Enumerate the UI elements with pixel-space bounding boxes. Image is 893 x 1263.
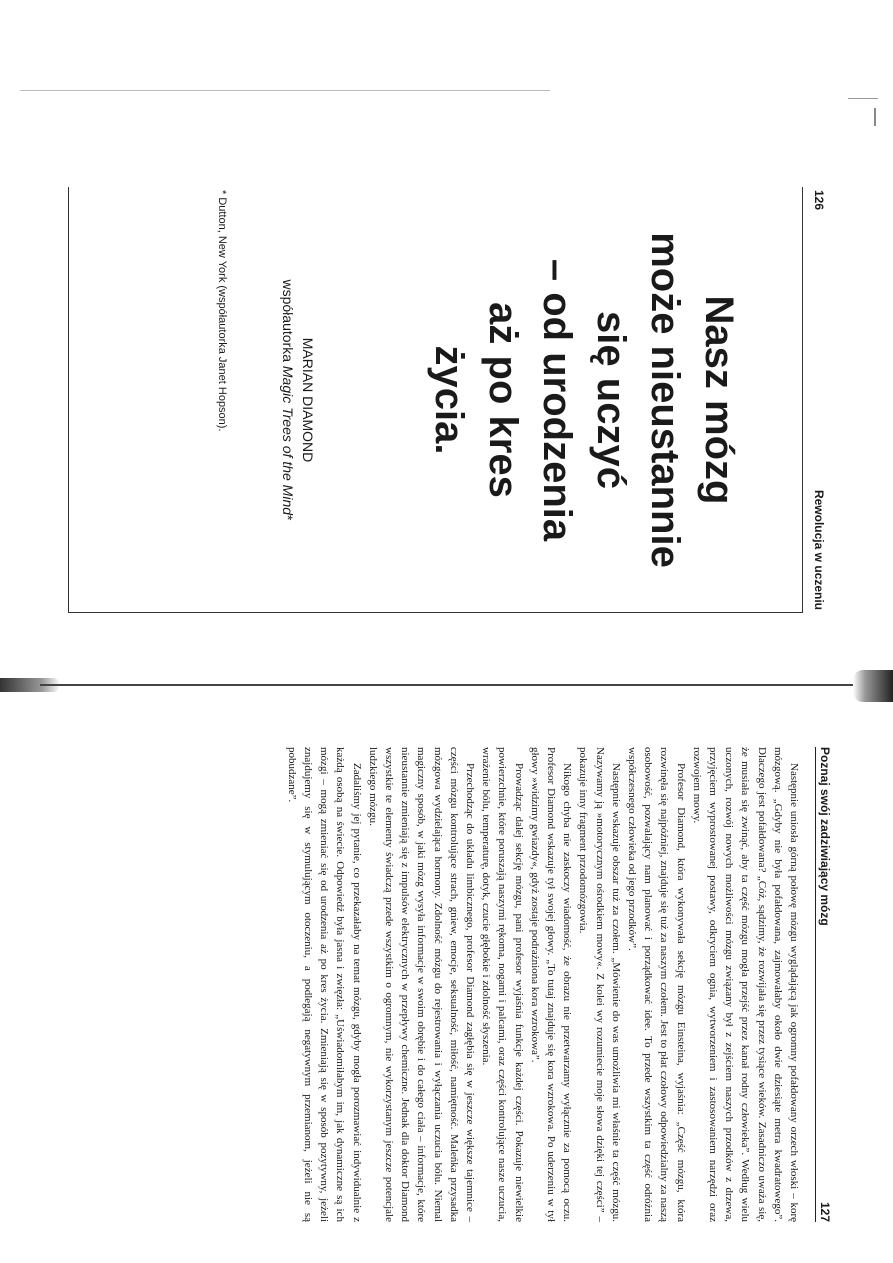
scan-artifact-line bbox=[20, 90, 550, 91]
paragraph: Profesor Diamond, która wykonywała sekcję mózgu Einsteina, wyjaśnia: „Część mózgu, która rozwinęła się najpóźniej, znajduje się tuż za naszym czołem. Jest to płat czołowy odpowiedzialny za naszą osobowość, pozwalający nam planować i porządkować idee. To przede wszystkim ta część odróżnia współczesnego człowieka od jego przodków”. bbox=[625, 747, 687, 1222]
book-title: Magic Trees of the Mind bbox=[280, 365, 296, 516]
scan-artifact-mark bbox=[848, 98, 878, 99]
quote-line: aż po kres bbox=[481, 302, 525, 498]
binding-shadow-right bbox=[853, 670, 893, 702]
fold-line bbox=[40, 684, 853, 686]
author-name: MARIAN DIAMOND bbox=[300, 337, 316, 463]
paragraph: Zadaliśmy jej pytanie, co przekazałaby na temat mózgu, gdyby mogła porozmawiać indywidualnie z każdą osobą na świecie. Odpowiedź była jasna i zwięzła: „Uświadomiłabym im, jak dynamiczne są ich mózgi – mogą zmieniać się od urodzenia aż po kres życia. Zmieniają się w sposób pozytywny, jeżeli znajdujemy się w stymulującym otoczeniu, a podlegają negatywnym przemianom, jeżeli nie są pobudzane”. bbox=[285, 747, 363, 1222]
running-head: Rewolucja w uczeniu bbox=[812, 489, 826, 610]
paragraph: Przechodząc do układu limbicznego, profesor Diamond zagłębia się w jeszcze większe tajemnice – części mózgu kontrolujące strach, gniew, emocje, seksualność, miłość, namiętność. Maleńka przysadka mózgowa wydzielająca hormony. Zdolność mózgu do rejestrowania i wyłączania uczucia bólu. Niemal magiczny sposób, w jaki mózg wysyła informacje w swoim obrębie i do całego ciała – informacje, które nieustannie zmieniają się z impulsów elektrycznych w przepływy chemiczne. Jednak dla doktor Diamond wszystkie te elementy świadczą przede wszystkim o ogromnym, nie wykorzystanym jeszcze potencjale ludzkiego mózgu. bbox=[366, 747, 476, 1222]
paragraph: Nikogo chyba nie zaskoczy wiadomość, że obrazu nie przetwarzamy wyłącznie za pomocą oczu. Profesor Diamond wskazuje tył swojej głowy. „To tutaj znajduje się kora wzrokowa. Po uderzeniu w tył głowy »widzimy gwiazdy«, gdyż zostaje podrażniona kora wzrokowa”. bbox=[528, 747, 574, 1222]
page-126-header bbox=[812, 190, 826, 610]
quote-frame bbox=[68, 187, 803, 613]
body-text bbox=[284, 747, 803, 1222]
page-127 bbox=[62, 747, 832, 1222]
paragraph: Następnie uniosła górną połowę mózgu wyglądającą jak ogromny pofałdowany orzech włoski – korę mózgową. „Gdyby nie była pofałdowana, zajmowałaby około dwie dziesiąte metra kwadratowego”. Dlaczego jest pofałdowana? „Cóż, sądzimy, że rozwijała się przez tysiące wieków. Zasadniczo uważa się, że musiała się zwinąć, aby ta część mózgu mogła przejść przez kanał rodny człowieka”. Według wielu uczonych, rozwój nowych możliwości mózgu związany był z zejściem naszych przodków z drzewa, przyjęciem wyprostowanej postawy, odkryciem ognia, wytworzeniem i zastosowaniem narzędzi oraz rozwojem mowy. bbox=[690, 747, 800, 1222]
author-role: współautorka Magic Trees of the Mind* bbox=[280, 279, 296, 521]
quote-line: może nieustannie bbox=[643, 232, 687, 568]
page-number: 126 bbox=[812, 190, 826, 211]
quote-line: życia. bbox=[427, 345, 471, 455]
quote-line: Nasz mózg bbox=[697, 295, 741, 505]
quote-line: – od urodzenia bbox=[535, 258, 579, 542]
footnote: * Dutton, New York (współautorka Janet Hopson). bbox=[216, 190, 228, 432]
page-127-header bbox=[815, 747, 832, 1222]
paragraph: Prowadząc dalej sekcję mózgu, pani profesor wyjaśnia funkcje każdej części. Pokazuje niewielkie powierzchnie, które poruszają naszymi rękoma, nogami i palcami, oraz części kontrolujące nasze uczucia, wrażenie bólu, temperaturę, dotyk, czucie głębokie i zdolność słyszenia. bbox=[480, 747, 525, 1222]
scan-artifact-mark bbox=[874, 108, 876, 126]
book-fold bbox=[0, 660, 893, 710]
paragraph: Następnie wskazuje obszar tuż za czołem. „Mówienie do was umożliwia mi właśnie ta część mózgu. Nazywamy ją »motorycznym ośrodkiem mowy«. Z kolei wy rozumiecie moje słowa dzięki tej części” – pokazuje inny fragment przodomózgowia. bbox=[577, 747, 622, 1222]
page-number: 127 bbox=[818, 1201, 832, 1222]
quote-line: się uczyć bbox=[589, 311, 633, 489]
running-head: Poznaj swój zadziwiający mózg bbox=[818, 747, 832, 926]
